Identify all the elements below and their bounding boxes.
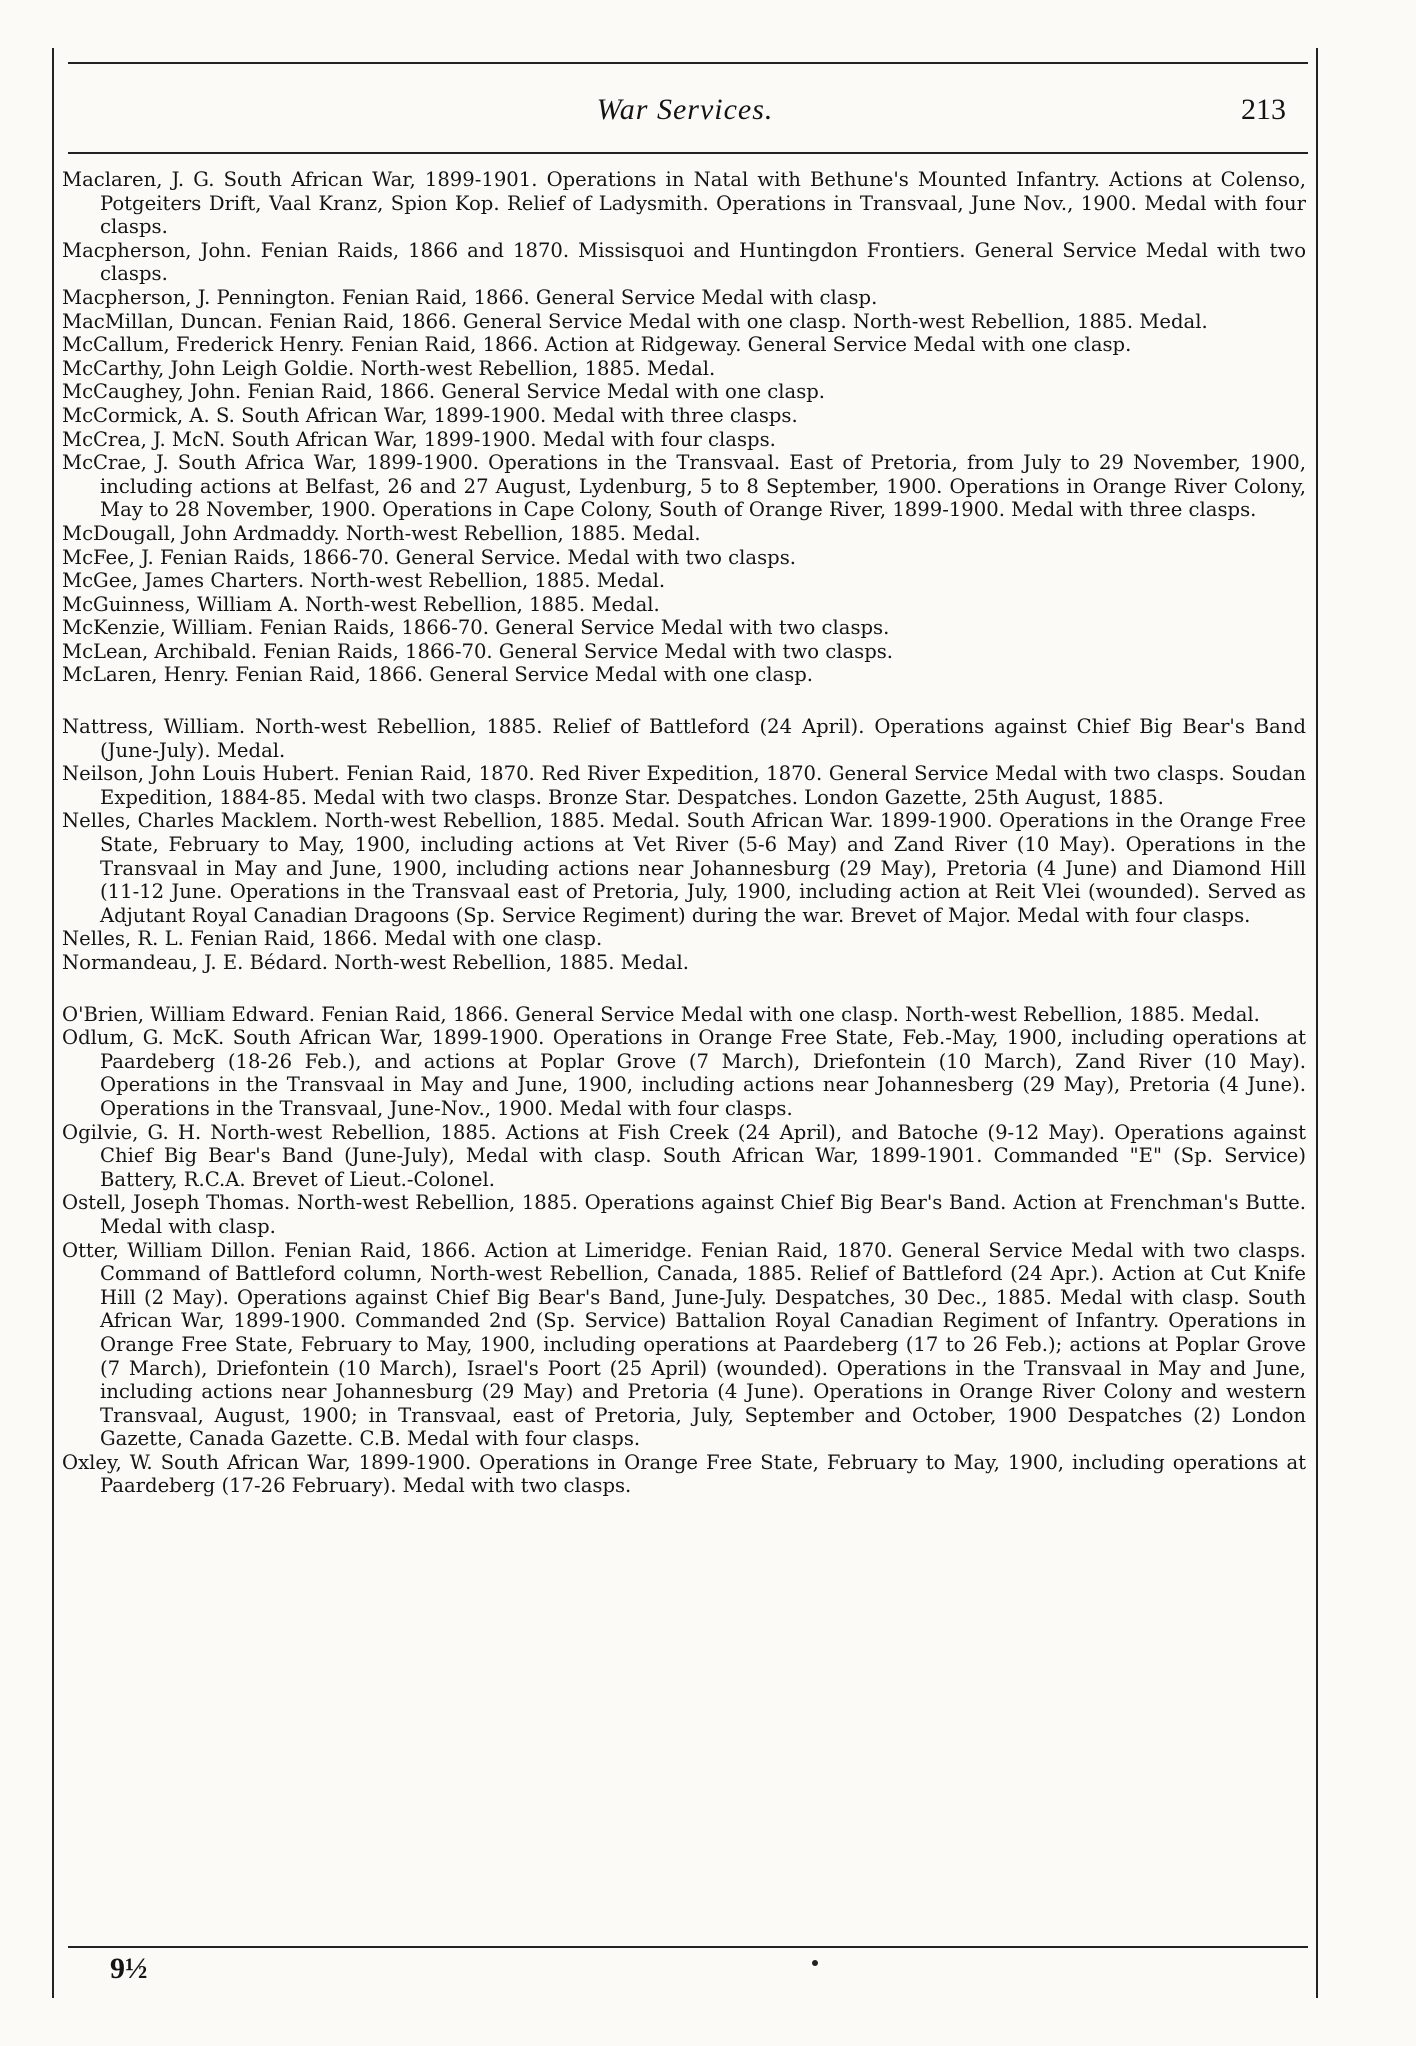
entry-name: McLaren, Henry.: [62, 663, 230, 687]
book-page: [52, 48, 1318, 1998]
running-head: War Services.: [596, 93, 774, 126]
service-entry: [62, 522, 1306, 546]
service-entry: [62, 809, 1306, 927]
entry-text: North-west Rebellion, 1885. Medal. South African War. 1899-1900. Operations in the Orange Free State, February to May, 1900, including actions at Vet River (5-6 May) and Zand River (10 May). Operations in the Transvaal in May and June, 1900, including actions near Johannesburg (29 May), Pretoria (4 June) and Diamond Hill (11-12 June. Operations in the Transvaal east of Pretoria, July, 1900, including action at Reit Vlei (wounded). Served as Adjutant Royal Canadian Dragoons (Sp. Service Regiment) during the war. Brevet of Major. Medal with four clasps.: [100, 809, 1306, 927]
printer-signature: 9½: [110, 1952, 148, 1985]
service-entry: [62, 616, 1306, 640]
entry-name: Ostell, Joseph Thomas.: [62, 1191, 291, 1215]
entry-text: North-west Rebellion, 1885. Actions at Fish Creek (24 April), and Batoche (9-12 May). Operations against Chief Big Bear's Band (June-July), Medal with clasp. South African War, 1899-1901. Commanded "E" (Sp. Service) Battery, R.C.A. Brevet of Lieut.-Colonel.: [100, 1120, 1306, 1191]
entry-name: McFee, J.: [62, 545, 154, 569]
header-bottom-rule: [68, 152, 1308, 154]
entry-name: Macpherson, J. Pennington.: [62, 285, 336, 309]
entry-text: Fenian Raids, 1866-70. General Service. Medal with two clasps.: [160, 545, 796, 569]
entry-name: McDougall, John Ardmaddy.: [62, 521, 340, 545]
entry-name: McCormick, A. S.: [62, 403, 235, 427]
entry-text: Fenian Raid, 1866. General Service Medal with one clasp.: [247, 380, 826, 404]
service-entry: [62, 428, 1306, 452]
service-entry: [62, 380, 1306, 404]
service-entry: [62, 333, 1306, 357]
entry-text: Fenian Raid, 1866. General Service Medal with one clasp. North-west Rebellion, 1885. Medal.: [321, 1002, 1260, 1026]
service-entry: [62, 593, 1306, 617]
entry-text: Fenian Raids, 1866 and 1870. Missisquoi and Huntingdon Frontiers. General Service Medal with two clasps.: [100, 238, 1306, 286]
service-entry: [62, 451, 1306, 522]
entry-name: Odlum, G. McK.: [62, 1026, 225, 1050]
entry-text: Fenian Raids, 1866-70. General Service Medal with two clasps.: [259, 616, 890, 640]
page-footer: [54, 1938, 1316, 1998]
service-entry: [62, 640, 1306, 664]
entry-text: Fenian Raid, 1870. Red River Expedition, 1870. General Service Medal with two clasps. Soudan Expedition, 1884-85. Medal with two clasps. Bronze Star. Despatches. London Gazette, 25th August, 1885.: [100, 762, 1306, 809]
header-top-rule: [68, 62, 1308, 64]
entry-name: Normandeau, J. E. Bédard.: [62, 951, 328, 974]
service-entry: [62, 1003, 1306, 1027]
entry-text: Fenian Raid, 1866. Medal with one clasp.: [190, 927, 603, 951]
service-entry: [62, 357, 1306, 381]
entry-name: Maclaren, J. G.: [62, 168, 215, 191]
entry-text: North-west Rebellion, 1885. Medal.: [334, 951, 690, 974]
entry-text: North-west Rebellion, 1885. Medal.: [310, 569, 666, 593]
service-entry: [62, 286, 1306, 310]
entry-text: South African War, 1899-1900. Medal with four clasps.: [231, 427, 776, 451]
service-entry: [62, 546, 1306, 570]
entry-text: South African War, 1899-1901. Operations in Natal with Bethune's Mounted Infantry. Actions at Colenso, Potgeiters Drift, Vaal Kranz, Spion Kop. Relief of Ladysmith. Operations in Transvaal, June Nov., 1900. Medal with four clasps.: [100, 168, 1307, 239]
service-entry: [62, 1026, 1306, 1120]
service-entry: [62, 715, 1306, 762]
entry-text: North-west Rebellion, 1885. Medal.: [345, 521, 701, 545]
entry-name: Neilson, John Louis Hubert.: [62, 762, 340, 786]
entry-text: North-west Rebellion, 1885. Operations against Chief Big Bear's Band. Action at Frenchman's Butte. Medal with clasp.: [100, 1191, 1306, 1238]
entry-name: McCarthy, John Leigh Goldie.: [62, 356, 355, 380]
service-entry: [62, 927, 1306, 951]
entry-name: Ogilvie, G. H.: [62, 1120, 202, 1144]
service-entry: [62, 239, 1306, 286]
entry-name: Nelles, R. L.: [62, 927, 184, 951]
entry-name: McLean, Archibald.: [62, 639, 258, 663]
entry-text: Fenian Raid, 1866. Action at Limeridge. Fenian Raid, 1870. General Service Medal with two clasps. Command of Battleford column, North-west Rebellion, Canada, 1885. Relief of Battleford (24 Apr.). Action at Cut Knife Hill (2 May). Operations against Chief Big Bear's Band, June-July. Despatches, 30 Dec., 1885. Medal with clasp. South African War, 1899-1900. Commanded 2nd (Sp. Service) Battalion Royal Canadian Regiment of Infantry. Operations in Orange Free State, February to May, 1900, including operations at Paardeberg (17 to 26 Feb.); actions at Poplar Grove (7 March), Driefontein (10 March), Israel's Poort (25 April) (wounded). Operations in the Transvaal in May and June, including actions near Johannesburg (29 May) and Pretoria (4 June). Operations in Orange River Colony and western Transvaal, August, 1900; in Transvaal, east of Pretoria, July, September and October, 1900 Despatches (2) London Gazette, Canada Gazette. C.B. Medal with four clasps.: [100, 1238, 1306, 1451]
entry-section: [62, 168, 1306, 687]
entry-section: [62, 715, 1306, 975]
entry-section: [62, 1003, 1306, 1498]
service-entry: [62, 404, 1306, 428]
service-entry: [62, 762, 1306, 809]
entry-name: O'Brien, William Edward.: [62, 1002, 315, 1026]
service-entry: [62, 951, 1306, 975]
entry-text: North-west Rebellion, 1885. Medal.: [360, 356, 716, 380]
entry-name: McCaughey, John.: [62, 380, 242, 404]
service-entry: [62, 310, 1306, 334]
entry-text: North-west Rebellion, 1885. Relief of Battleford (24 April). Operations against Chief Big Bear's Band (June-July). Medal.: [100, 715, 1307, 762]
ink-dot: [812, 1960, 818, 1966]
entry-name: McCrae, J.: [62, 451, 169, 475]
service-entry: [62, 569, 1306, 593]
entry-name: Oxley, W.: [62, 1450, 153, 1474]
entry-name: McGee, James Charters.: [62, 569, 305, 593]
page-content: [62, 168, 1306, 1526]
service-entry: [62, 663, 1306, 687]
entry-text: Fenian Raids, 1866-70. General Service Medal with two clasps.: [263, 639, 894, 663]
entry-name: McGuinness, William A.: [62, 592, 299, 616]
entry-text: Fenian Raid, 1866. General Service Medal with clasp.: [341, 285, 878, 309]
entry-name: MacMillan, Duncan.: [62, 309, 263, 333]
service-entry: [62, 1239, 1306, 1451]
entry-text: South African War, 1899-1900. Medal with three clasps.: [241, 403, 798, 427]
entry-name: Otter, William Dillon.: [62, 1238, 276, 1262]
service-entry: [62, 1451, 1306, 1498]
footer-rule: [68, 1946, 1308, 1948]
entry-name: Macpherson, John.: [62, 238, 252, 262]
entry-text: Fenian Raid, 1866. General Service Medal with one clasp. North-west Rebellion, 1885. Medal.: [269, 309, 1208, 333]
service-entry: [62, 168, 1306, 239]
entry-name: McCrea, J. McN.: [62, 427, 226, 451]
entry-name: Nattress, William.: [62, 715, 246, 739]
service-entry: [62, 1191, 1306, 1238]
entry-text: South African War, 1899-1900. Operations in Orange Free State, February to May, 1900, including operations at Paardeberg (17-26 February). Medal with two clasps.: [100, 1450, 1306, 1498]
page-header: [54, 48, 1316, 160]
entry-text: Fenian Raid, 1866. Action at Ridgeway. General Service Medal with one clasp.: [350, 333, 1132, 357]
entry-text: South Africa War, 1899-1900. Operations in the Transvaal. East of Pretoria, from July to 29 November, 1900, including actions at Belfast, 26 and 27 August, Lydenburg, 5 to 8 September, 1900. Operations in Orange River Colony, May to 28 November, 1900. Operations in Cape Colony, South of Orange River, 1899-1900. Medal with three clasps.: [100, 451, 1306, 522]
entry-text: South African War, 1899-1900. Operations in Orange Free State, Feb.-May, 1900, including operations at Paardeberg (18-26 Feb.), and actions at Poplar Grove (7 March), Driefontein (10 March), Zand River (10 May). Operations in the Transvaal in May and June, 1900, including actions near Johannesberg (29 May), Pretoria (4 June). Operations in the Transvaal, June-Nov., 1900. Medal with four clasps.: [100, 1026, 1307, 1120]
entry-name: McCallum, Frederick Henry.: [62, 333, 345, 357]
page-number: 213: [1241, 93, 1286, 126]
service-entry: [62, 1121, 1306, 1192]
entry-text: North-west Rebellion, 1885. Medal.: [304, 592, 660, 616]
entry-name: McKenzie, William.: [62, 616, 254, 640]
entry-text: Fenian Raid, 1866. General Service Medal with one clasp.: [235, 663, 814, 687]
entry-name: Nelles, Charles Macklem.: [62, 809, 318, 833]
